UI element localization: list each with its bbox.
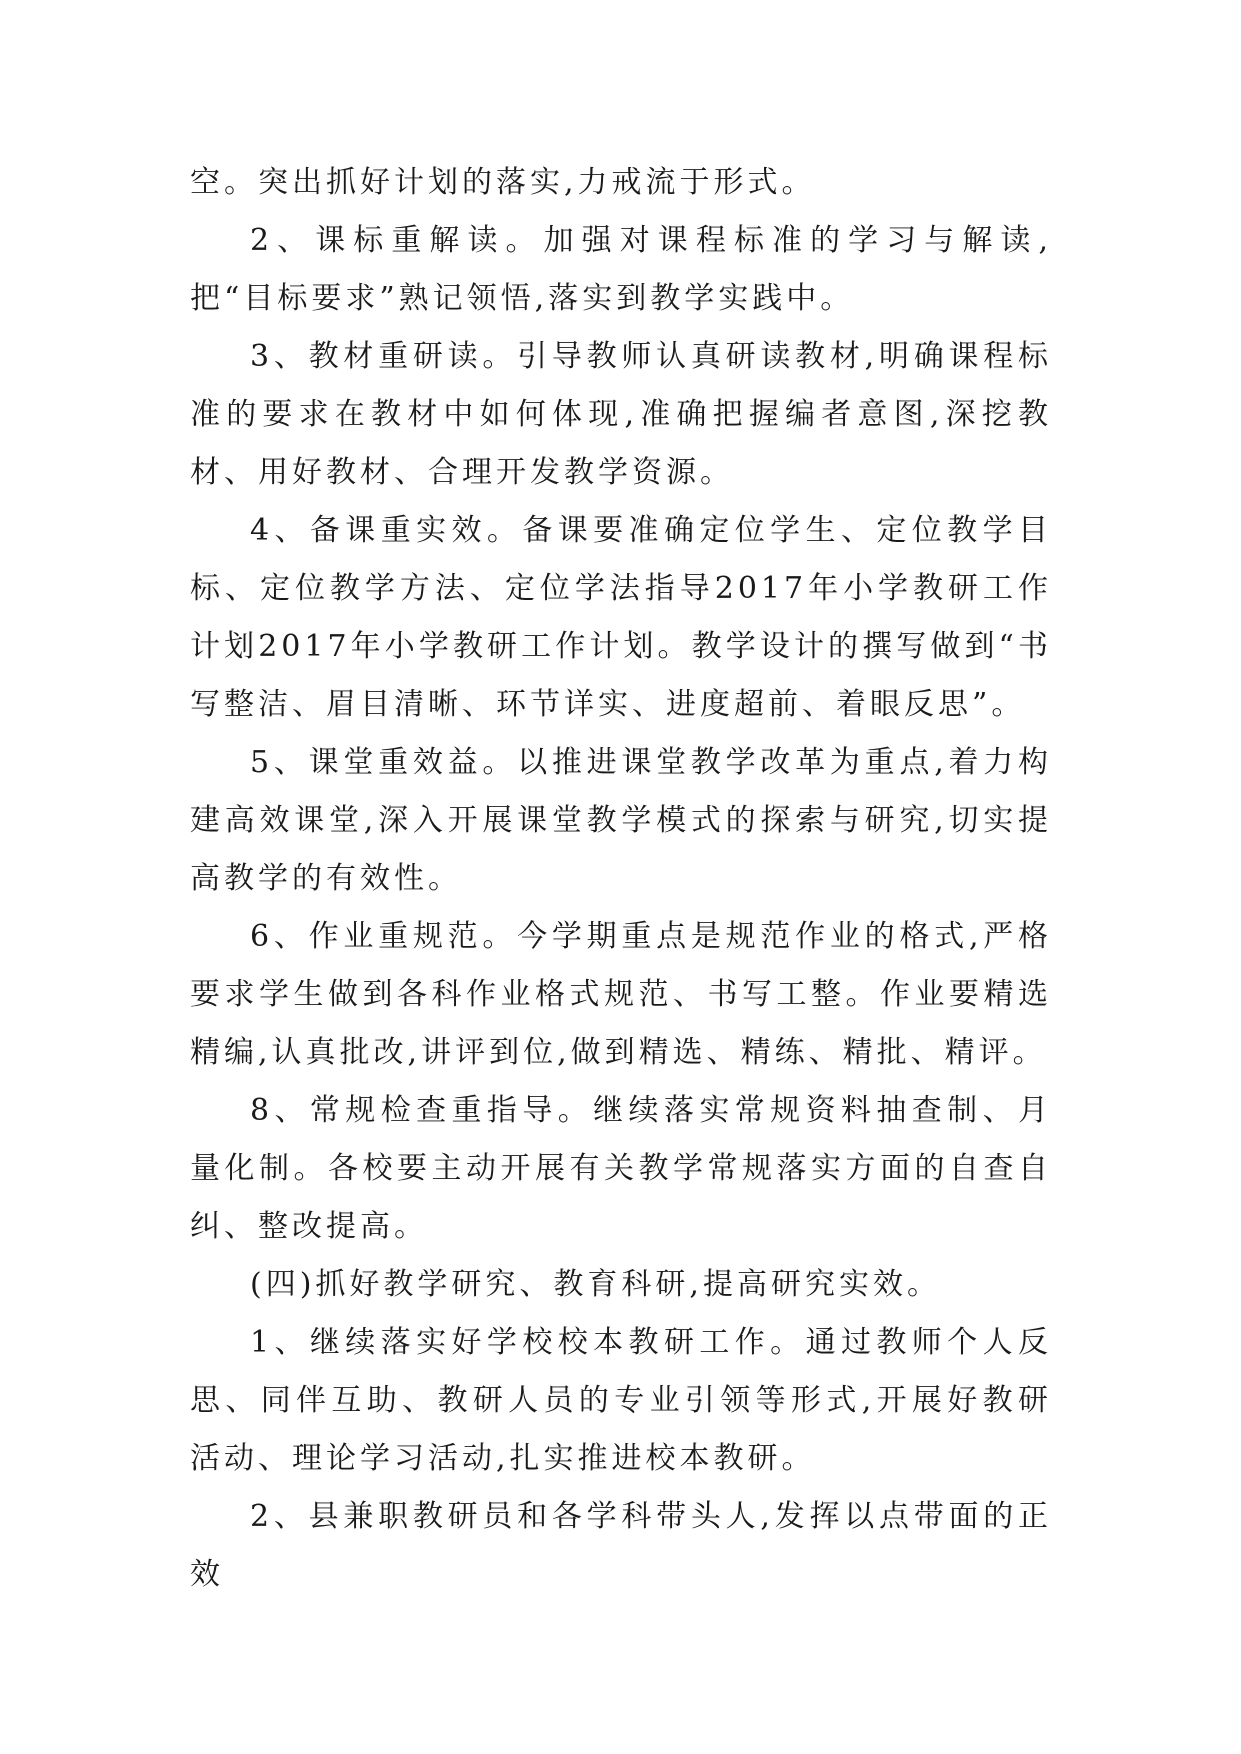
paragraph-item-4-lesson-prep: 4、备课重实效。备课要准确定位学生、定位教学目标、定位教学方法、定位学法指导2017年小学教研工作计划2017年小学教研工作计划。教学设计的撰写做到“书写整洁、眉目清晰、环节详实、进度超前、着眼反思”。: [190, 513, 1052, 722]
paragraph-item-2-county-researchers: 2、县兼职教研员和各学科带头人,发挥以点带面的正效: [190, 1499, 1052, 1592]
body-text: [190, 154, 1052, 1604]
paragraph-continuation: 空。突出抓好计划的落实,力戒流于形式。: [190, 165, 816, 200]
paragraph-item-2-curriculum: 2、课标重解读。加强对课程标准的学习与解读,把“目标要求”熟记领悟,落实到教学实践中。: [190, 223, 1052, 316]
paragraph-item-1-school-research: 1、继续落实好学校校本教研工作。通过教师个人反思、同伴互助、教研人员的专业引领等形式,开展好教研活动、理论学习活动,扎实推进校本教研。: [190, 1325, 1052, 1476]
paragraph-item-5-classroom: 5、课堂重效益。以推进课堂教学改革为重点,着力构建高效课堂,深入开展课堂教学模式的探索与研究,切实提高教学的有效性。: [190, 745, 1052, 896]
paragraph-item-8-inspection: 8、常规检查重指导。继续落实常规资料抽查制、月量化制。各校要主动开展有关教学常规落实方面的自查自纠、整改提高。: [190, 1093, 1052, 1244]
paragraph-item-6-homework: 6、作业重规范。今学期重点是规范作业的格式,严格要求学生做到各科作业格式规范、书写工整。作业要精选精编,认真批改,讲评到位,做到精选、精练、精批、精评。: [190, 919, 1052, 1070]
paragraph-item-3-textbook: 3、教材重研读。引导教师认真研读教材,明确课程标准的要求在教材中如何体现,准确把握编者意图,深挖教材、用好教材、合理开发教学资源。: [190, 339, 1052, 490]
section-heading-4: (四)抓好教学研究、教育科研,提高研究实效。: [250, 1267, 941, 1302]
